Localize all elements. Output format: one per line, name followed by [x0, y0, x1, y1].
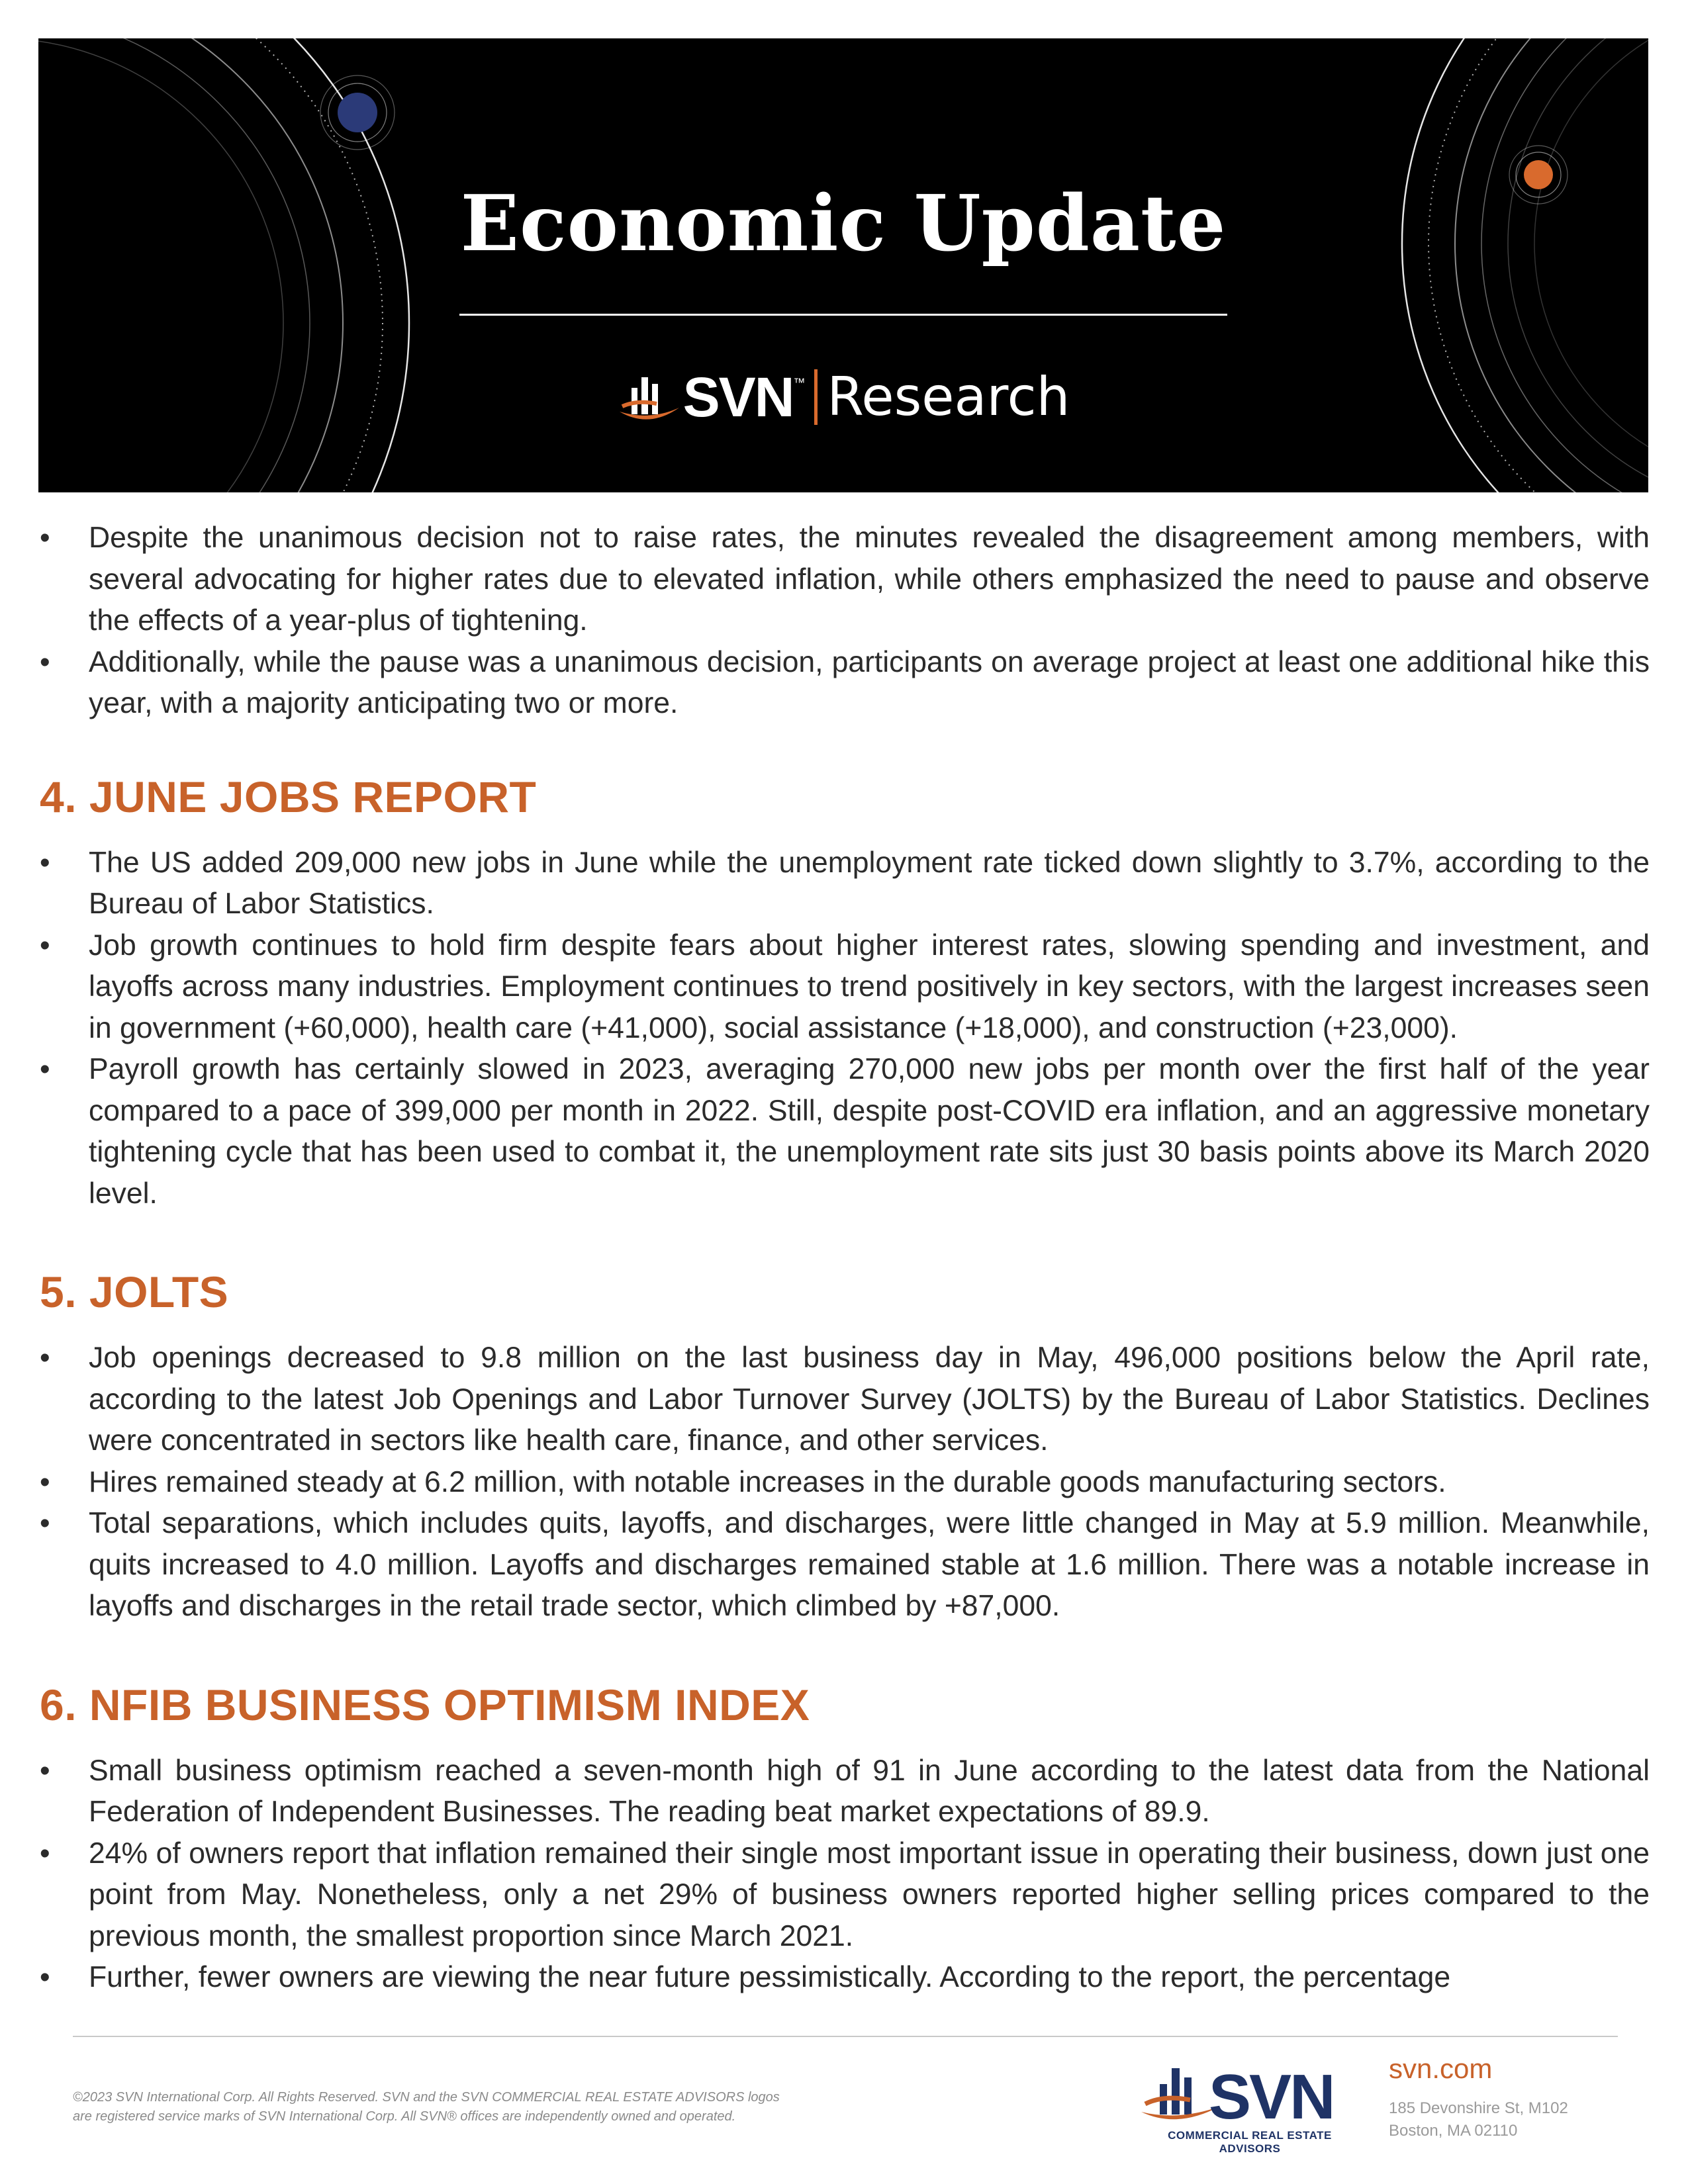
- brand-name: SVN: [682, 366, 794, 428]
- list-item: • Despite the unanimous decision not to raise rates, the minutes revealed the disagreement among members, with several advocating for higher rates due to elevated inflation, while others emphasized the need to pause and observe the effects of a year-plus of tightening.: [40, 518, 1650, 642]
- section-heading-jolts: 5. JOLTS: [40, 1267, 229, 1316]
- bullet-marker: •: [40, 645, 50, 678]
- svg-text:SVN: SVN: [1209, 2062, 1334, 2128]
- brand-section: Research: [827, 366, 1070, 428]
- list-item: • Additionally, while the pause was a unanimous decision, participants on average project at least one additional hike this year, with a majority anticipating two or more.: [40, 642, 1650, 725]
- section-heading-jobs-report: 4. JUNE JOBS REPORT: [40, 772, 537, 821]
- list-item: • Job openings decreased to 9.8 million on the last business day in May, 496,000 positions below the April rate, according to the latest Job Openings and Labor Turnover Survey (JOLTS) by the Bureau of Labor Statistics. Declines were concentrated in sectors like health care, finance, and other services.: [40, 1338, 1650, 1462]
- bullet-marker: •: [40, 1961, 50, 1993]
- bullet-marker: •: [40, 1754, 50, 1787]
- list-item: • Hires remained steady at 6.2 million, with notable increases in the durable goods manufacturing sectors.: [40, 1462, 1650, 1504]
- bullet-marker: •: [40, 929, 50, 962]
- svn-footer-logo[interactable]: [1137, 2055, 1362, 2155]
- bullet-marker: •: [40, 1053, 50, 1085]
- brand-separator: [814, 369, 818, 425]
- website-link[interactable]: svn.com: [1389, 2053, 1493, 2084]
- list-item: • The US added 209,000 new jobs in June while the unemployment rate ticked down slightly to 3.7%, according to the Bureau of Labor Statistics.: [40, 842, 1650, 925]
- intro-bullet-list: [40, 518, 1650, 725]
- bullet-marker: •: [40, 522, 50, 554]
- bullet-marker: •: [40, 1465, 50, 1498]
- list-item: • Small business optimism reached a seven-month high of 91 in June according to the latest data from the National Federation of Independent Businesses. The reading beat market expectations of 89.9.: [40, 1751, 1650, 1833]
- list-item: • Further, fewer owners are viewing the near future pessimistically. According to the report, the percentage: [40, 1957, 1650, 1999]
- trademark-mark: ™: [793, 376, 806, 389]
- title-divider: [459, 314, 1227, 316]
- jolts-bullet-list: [40, 1338, 1650, 1627]
- list-item: • Payroll growth has certainly slowed in 2023, averaging 270,000 new jobs per month over the first half of the year compared to a pace of 399,000 per month in 2022. Still, despite post-COVID era inflation, and an aggressive monetary tightening cycle that has been used to combat it, the unemployment rate sits just 30 basis points above its March 2020 level.: [40, 1049, 1650, 1214]
- list-item: • Total separations, which includes quits, layoffs, and discharges, were little changed in May at 5.9 million. Meanwhile, quits increased to 4.0 million. Layoffs and discharges remained stable at 1.6 million. There was a notable increase in layoffs and discharges in the retail trade sector, which climbed by +87,000.: [40, 1503, 1650, 1627]
- nfib-bullet-list: [40, 1751, 1650, 1999]
- svn-columns-icon: [617, 368, 680, 426]
- list-item: • 24% of owners report that inflation remained their single most important issue in operating their business, down just one point from May. Nonetheless, only a net 29% of business owners reported higher selling prices compared to the previous month, the smallest proportion since March 2021.: [40, 1833, 1650, 1958]
- navy-planet-icon: [320, 75, 395, 150]
- header-banner: [38, 38, 1648, 492]
- footer-divider: [73, 2036, 1618, 2037]
- list-item: • Job growth continues to hold firm despite fears about higher interest rates, slowing spending and investment, and layoffs across many industries. Employment continues to trend positively in key sectors, with the largest increases seen in government (+60,000), health care (+41,000), social assistance (+18,000), and construction (+23,000).: [40, 925, 1650, 1050]
- page-title: Economic Update: [460, 179, 1227, 269]
- office-address: 185 Devonshire St, M102 Boston, MA 02110: [1389, 2099, 1568, 2140]
- bullet-marker: •: [40, 1507, 50, 1539]
- bullet-marker: •: [40, 846, 50, 879]
- section-heading-nfib: 6. NFIB BUSINESS OPTIMISM INDEX: [40, 1680, 810, 1729]
- article-body: [40, 518, 1650, 1999]
- legal-notice: ©2023 SVN International Corp. All Rights Reserved. SVN and the SVN COMMERCIAL REAL ESTATE ADVISORS logos are registered service marks of SVN International Corp. All SVN® offices are independently owned and operated.: [73, 2090, 780, 2124]
- jobs-report-bullet-list: [40, 842, 1650, 1215]
- svn-logo-icon: [1137, 2055, 1362, 2128]
- footer-contact: [1389, 2055, 1627, 2142]
- bullet-marker: •: [40, 1342, 50, 1374]
- svn-research-brand: [38, 364, 1648, 430]
- logo-tagline: COMMERCIAL REAL ESTATE ADVISORS: [1168, 2129, 1332, 2155]
- bullet-marker: •: [40, 1837, 50, 1870]
